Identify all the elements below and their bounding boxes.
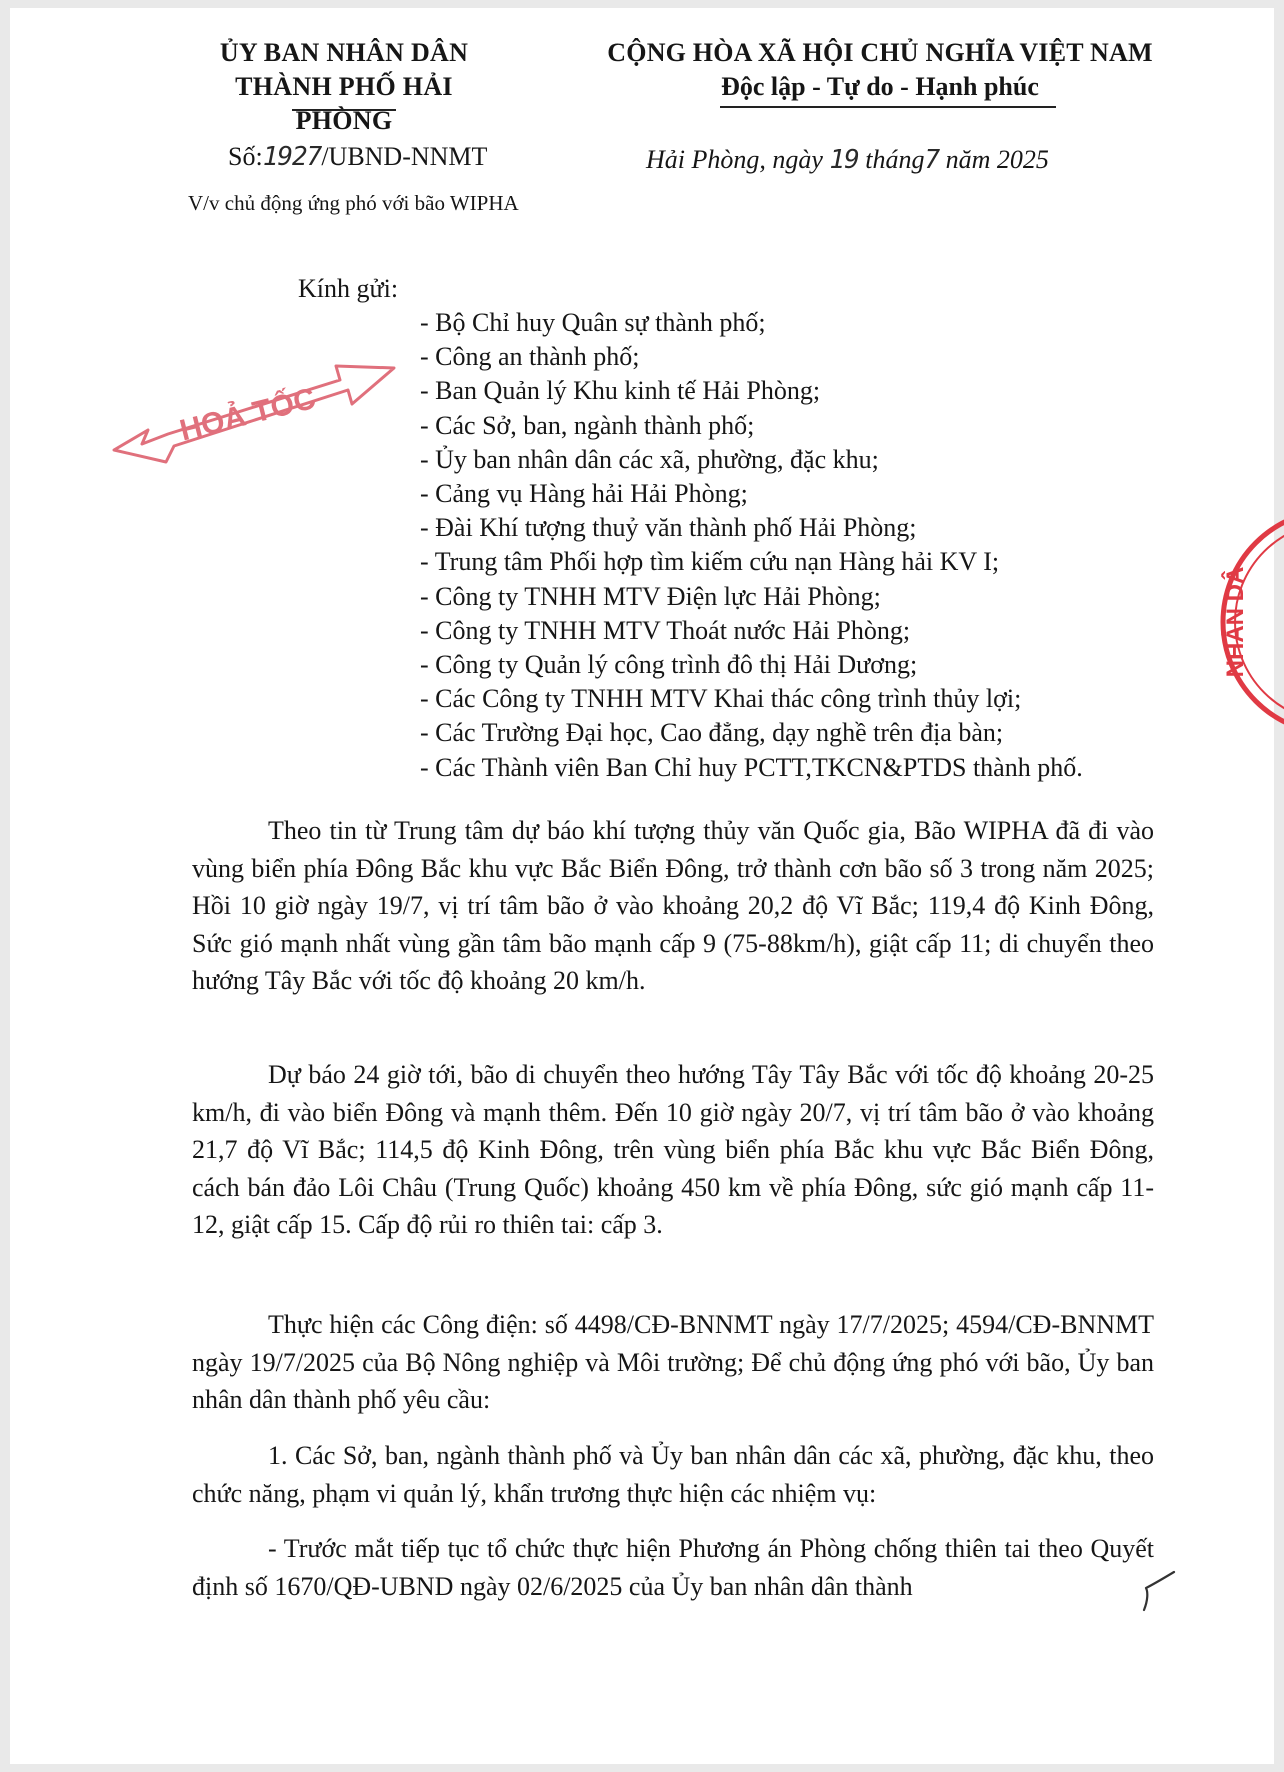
date-month-label: tháng <box>865 145 925 174</box>
date-month-handwritten: 7 <box>924 145 940 175</box>
date-year: năm 2025 <box>945 145 1049 174</box>
recipient-item: - Các Trường Đại học, Cao đẳng, dạy nghề trên địa bàn; <box>420 718 1004 748</box>
nation-motto: Độc lập - Tự do - Hạnh phúc <box>721 72 1039 101</box>
recipient-item: - Công an thành phố; <box>420 342 640 372</box>
authority-line-2: THÀNH PHỐ HẢI PHÒNG <box>235 72 453 135</box>
seal-text: NHÂN DÂ <box>1222 566 1249 678</box>
recipient-item: - Công ty TNHH MTV Điện lực Hải Phòng; <box>420 581 881 611</box>
motto-underline <box>720 106 1056 108</box>
date-day-handwritten: 19 <box>829 145 859 175</box>
body-paragraph-directives: Thực hiện các Công điện: số 4498/CĐ-BNNMT ngày 17/7/2025; 4594/CĐ-BNNMT ngày 19/7/2025 của Bộ Nông nghiệp và Môi trường; Để chủ động ứng phó với bão, Ủy ban nhân dân thành phố yêu cầu: <box>192 1310 1154 1414</box>
document-date <box>646 143 1049 177</box>
authority-line-1: ỦY BAN NHÂN DÂN <box>219 38 469 67</box>
doc-number-suffix: /UBND-NNMT <box>321 142 488 171</box>
recipient-list <box>420 306 1083 785</box>
urgent-stamp-text: HOẢ TỐC <box>176 382 319 448</box>
recipient-item: - Công ty Quản lý công trình đô thị Hải Dương; <box>420 650 918 680</box>
issuing-authority <box>196 36 492 138</box>
official-red-seal <box>1215 502 1284 742</box>
body-paragraph-forecast-current: Theo tin từ Trung tâm dự báo khí tượng thủy văn Quốc gia, Bão WIPHA đã đi vào vùng biển phía Đông Bắc khu vực Bắc Biển Đông, trở thành cơn bão số 3 trong năm 2025; Hồi 10 giờ ngày 19/7, vị trí tâm bão ở vào khoảng 20,2 độ Vĩ Bắc; 119,4 độ Kinh Đông, Sức gió mạnh nhất vùng gần tâm bão mạnh cấp 9 (75-88km/h), giật cấp 11; di chuyển theo hướng Tây Bắc với tốc độ khoảng 20 km/h. <box>192 816 1154 995</box>
doc-number-prefix: Số: <box>228 142 263 171</box>
recipient-item: - Ủy ban nhân dân các xã, phường, đặc khu; <box>420 444 879 474</box>
recipient-item: - Đài Khí tượng thuỷ văn thành phố Hải Phòng; <box>420 513 917 543</box>
recipient-item: - Các Công ty TNHH MTV Khai thác công trình thủy lợi; <box>420 684 1022 714</box>
body-paragraph-item-1: 1. Các Sở, ban, ngành thành phố và Ủy ban nhân dân các xã, phường, đặc khu, theo chức năng, phạm vi quản lý, khẩn trương thực hiện các nhiệm vụ: <box>192 1441 1154 1508</box>
handwritten-initial-mark <box>1140 1570 1176 1614</box>
date-place: Hải Phòng, ngày <box>646 145 823 174</box>
recipient-item: - Công ty TNHH MTV Thoát nước Hải Phòng; <box>420 615 911 645</box>
body-paragraph-item-1-detail: - Trước mắt tiếp tục tổ chức thực hiện Phương án Phòng chống thiên tai theo Quyết định số 1670/QĐ-UBND ngày 02/6/2025 của Ủy ban nhân dân thành <box>192 1534 1154 1601</box>
salutation: Kính gửi: <box>298 274 399 303</box>
recipient-item: - Trung tâm Phối hợp tìm kiếm cứu nạn Hàng hải KV I; <box>420 547 1000 577</box>
recipient-item: - Cảng vụ Hàng hải Hải Phòng; <box>420 479 748 509</box>
national-motto <box>600 36 1160 104</box>
document-subject: V/v chủ động ứng phó với bão WIPHA <box>188 191 519 215</box>
urgent-stamp <box>108 360 398 480</box>
recipient-item: - Ban Quản lý Khu kinh tế Hải Phòng; <box>420 376 821 406</box>
doc-number-handwritten: 1927 <box>262 142 322 172</box>
authority-underline <box>292 109 396 111</box>
recipient-item: - Bộ Chỉ huy Quân sự thành phố; <box>420 308 766 337</box>
document-number <box>228 140 487 174</box>
body-paragraph-forecast-24h: Dự báo 24 giờ tới, bão di chuyển theo hướng Tây Tây Bắc với tốc độ khoảng 20-25 km/h, đi vào biển Đông và mạnh thêm. Đến 10 giờ ngày 20/7, vị trí tâm bão ở vào khoảng 21,7 độ Vĩ Bắc; 114,5 độ Kinh Đông, trên vùng biển phía Bắc khu vực Bắc Biển Đông, cách bán đảo Lôi Châu (Trung Quốc) khoảng 450 km về phía Đông, sức gió mạnh cấp 11-12, giật cấp 15. Cấp độ rủi ro thiên tai: cấp 3. <box>192 1060 1154 1239</box>
nation-name: CỘNG HÒA XÃ HỘI CHỦ NGHĨA VIỆT NAM <box>607 38 1153 67</box>
recipient-item: - Các Sở, ban, ngành thành phố; <box>420 410 755 440</box>
recipient-item: - Các Thành viên Ban Chỉ huy PCTT,TKCN&PTDS thành phố. <box>420 752 1083 782</box>
